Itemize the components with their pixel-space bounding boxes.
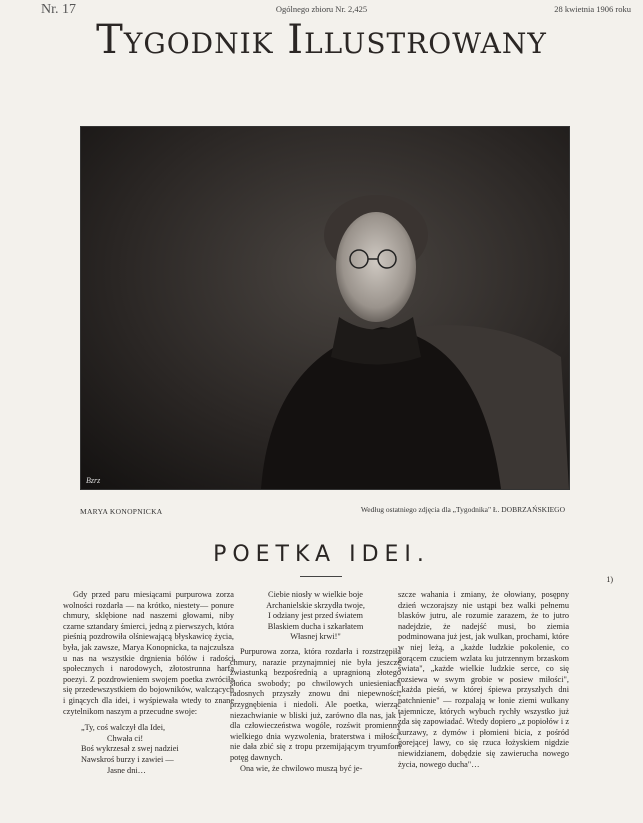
verse-line: Ciebie niosły w wielkie boje <box>268 590 363 599</box>
verse-stanza-2 <box>230 590 401 643</box>
verse-line: „Ty, coś walczył dla Idei, <box>81 723 166 733</box>
footnote-marker: 1) <box>606 575 613 584</box>
article-column-3 <box>398 590 569 770</box>
paragraph: Ona wie, że chwilowo muszą być je- <box>240 763 363 773</box>
verse-line: Własnej krwi!" <box>290 632 341 642</box>
title-rule <box>300 576 342 577</box>
total-number: Ogólnego zbioru Nr. 2,425 <box>275 4 368 14</box>
masthead: Tygodnik Illustrowany <box>96 17 547 63</box>
issue-date: 28 kwietnia 1906 roku <box>554 4 631 14</box>
article-title: POETKA IDEI. <box>213 542 430 567</box>
article-column-1 <box>63 590 234 776</box>
verse-line: I odziany jest przed światem <box>268 611 363 621</box>
verse-line: Blaskiem ducha i szkarłatem <box>267 621 364 631</box>
issue-number: Nr. 17 <box>41 2 76 17</box>
verse-line: Chwała ci! <box>107 733 144 743</box>
portrait-photo <box>80 126 570 490</box>
paragraph: szcze wahania i zmiany, że ołowiany, posępny dzień wczorajszy nie ustąpi bez walki pełnemu blasków jutru, ale rozumie zarazem, że to jutro nadejdzie, że nadejść musi, bo ziemia podminowana już jest, jak wulkan, prochami, które w niej leżą, a „każde ludzkie pokolenie, co gorącem czuciem wzlata ku jutrzennym brzaskom świata", „każde wielkie ludzkie serce, co się rozsiewa w swym grobie w posiew miłości", „każda pieśń, w której śpiewa przyszłych dni natchnienie" — rozpalają w łonie ziemi wulkany tajemnicze, których wybuch rychły wszystko już zda się zapowiadać. Wtedy dopiero „z popiołów i z kurzawy, z dymów i płomieni bicia, z pośród gorejącej lawy, co się rzuca łożyskiem nigdzie niewidzianem, dobędzie się zawierucha nowego życia, nowego ducha"… <box>398 590 569 769</box>
article-column-2 <box>230 590 401 774</box>
page-header <box>0 2 643 18</box>
photographer-signature: Bzrz <box>86 476 101 485</box>
photo-caption: MARYA KONOPNICKA <box>80 507 163 516</box>
paragraph: Purpurowa zorza, która rozdarła i rozstrzępiła chmury, narazie przynajmniej nie była jeszcze zwiastunką bezpośrednią a upragnioną złotego słońca swobody; po chwilowych uniesieniach radosnych przyszły znowu dni niepewności, przygnębienia i niedoli. Ale poetka, wierząc niezachwianie w bliski już, zarówno dla nas, jak i dla człowieczeństwa wogóle, rozświt promienny wielkiego dnia wyzwolenia, braterstwa i miłości, nie dała zbić się z tropu przemijającym tryumfom potęg dawnych. <box>230 646 401 762</box>
verse-line: Archanielskie skrzydła twoje, <box>266 600 365 610</box>
verse-line: Nawskroś burzy i zawiei — <box>81 754 174 764</box>
paragraph: Gdy przed paru miesiącami purpurowa zorza wolności rozdarła — na krótko, niestety— ponure chmury, sklębione nad naszemi głowami, niby czarne sztandary śmierci, jedną z pierwszych, która pieśnią pozdrowiła olśniewającą błyskawicę życia, była, jak zawsze, Marya Konopnicka, ta najczulsza u nas na wszystkie drgnienia bólów i radości społecznych i narodowych, złotostrunna harfa poezyi. Z pozdrowieniem swojem poetka zwróciła się przedewszystkiem do bojowników, walczących i ginących dla idei, i wyśpiewała wtedy to znane czytelnikom naszym a przecudne swoje: <box>63 590 234 716</box>
portrait-image <box>81 127 569 489</box>
verse-stanza-1 <box>81 723 234 776</box>
verse-line: Jasne dni… <box>107 765 146 775</box>
verse-line: Boś wykrzesał z swej nadziei <box>81 744 179 754</box>
photo-credit: Według ostatniego zdjęcia dla „Tygodnika" Ł. DOBRZAŃSKIEGO <box>360 505 565 514</box>
